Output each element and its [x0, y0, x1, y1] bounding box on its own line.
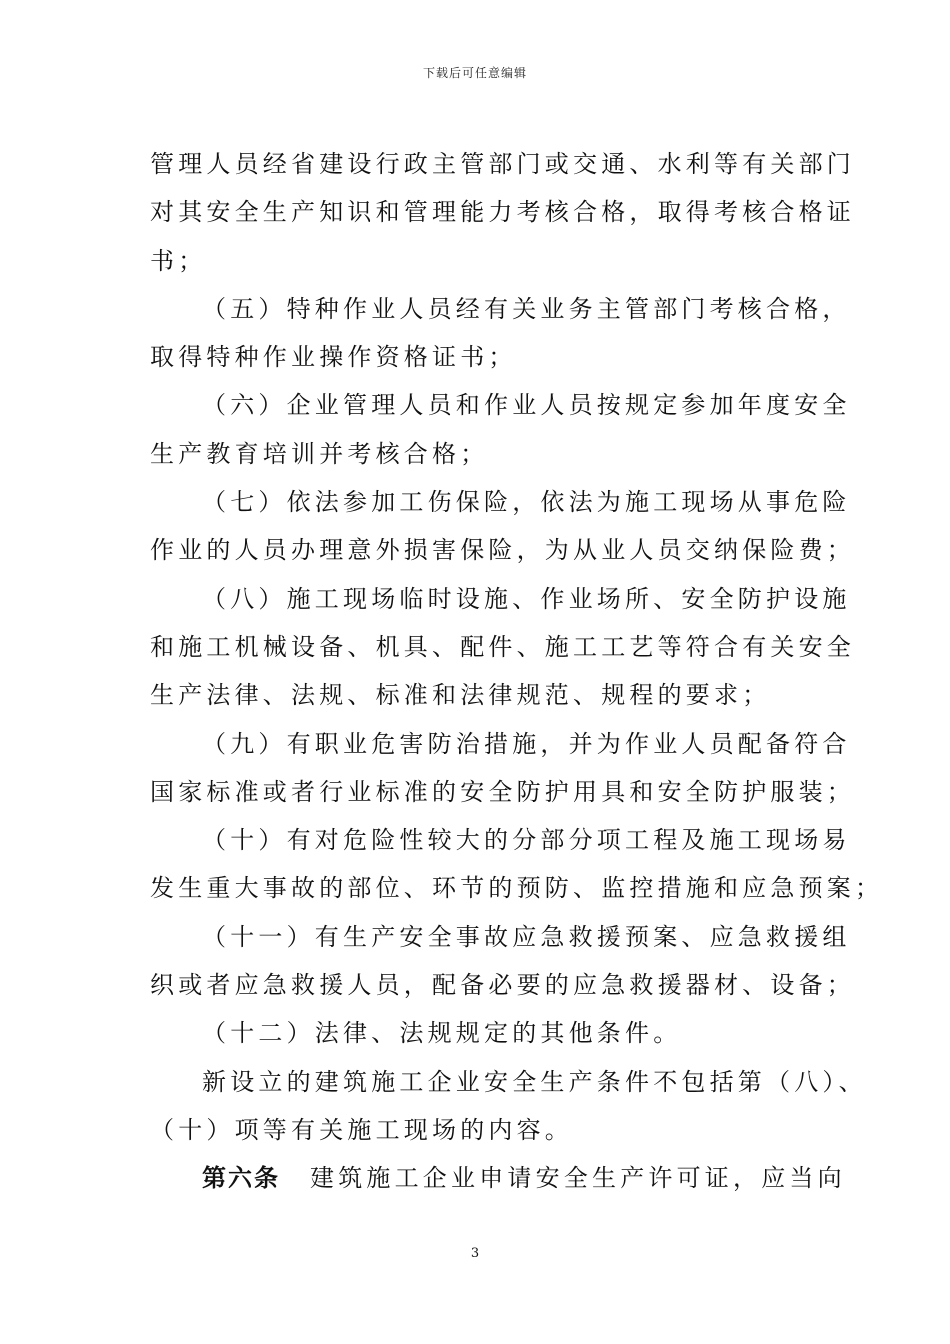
document-body [150, 140, 884, 1203]
text-line: 织或者应急救援人员，配备必要的应急救援器材、设备； [150, 971, 855, 1000]
text-line: 管理人员经省建设行政主管部门或交通、水利等有关部门 [150, 150, 855, 178]
clause-9-line: （九）有职业危害防治措施，并为作业人员配备符合 [202, 729, 851, 758]
text-line: 作业的人员办理意外损害保险，为从业人员交纳保险费； [150, 536, 855, 565]
clause-8-line: （八）施工现场临时设施、作业场所、安全防护设施 [202, 584, 851, 613]
text-line: 生产法律、法规、标准和法律规范、规程的要求； [150, 681, 771, 710]
article-6-line [150, 1154, 846, 1202]
new-enterprise-note-line: 新设立的建筑施工企业安全生产条件不包括第（八）、 [202, 1067, 867, 1096]
text-line: （十）项等有关施工现场的内容。 [150, 1115, 573, 1144]
clause-11-line: （十一）有生产安全事故应急救援预案、应急救援组 [202, 922, 851, 951]
text-line: 对其安全生产知识和管理能力考核合格，取得考核合格证 [150, 198, 855, 227]
text-line: 书； [150, 246, 207, 275]
clause-10-line: （十）有对危险性较大的分部分项工程及施工现场易 [202, 826, 851, 855]
text-line: 生产教育培训并考核合格； [150, 439, 489, 468]
clause-5-line: （五）特种作业人员经有关业务主管部门考核合格， [202, 294, 851, 323]
page-header-note: 下载后可任意编辑 [422, 66, 527, 80]
clause-7-line: （七）依法参加工伤保险，依法为施工现场从事危险 [202, 488, 851, 517]
text-line: 国家标准或者行业标准的安全防护用具和安全防护服装； [150, 777, 855, 806]
clause-6-line: （六）企业管理人员和作业人员按规定参加年度安全 [202, 391, 851, 420]
article-heading: 第六条 [202, 1163, 280, 1193]
text-line: 发生重大事故的部位、环节的预防、监控措施和应急预案； [150, 874, 884, 903]
page-number: 3 [470, 1246, 480, 1261]
text-line: 取得特种作业操作资格证书； [150, 343, 517, 372]
clause-12-line: （十二）法律、法规规定的其他条件。 [202, 1019, 682, 1048]
text-line: 和施工机械设备、机具、配件、施工工艺等符合有关安全 [150, 632, 855, 661]
article-text: 建筑施工企业申请安全生产许可证，应当向 [310, 1164, 846, 1193]
